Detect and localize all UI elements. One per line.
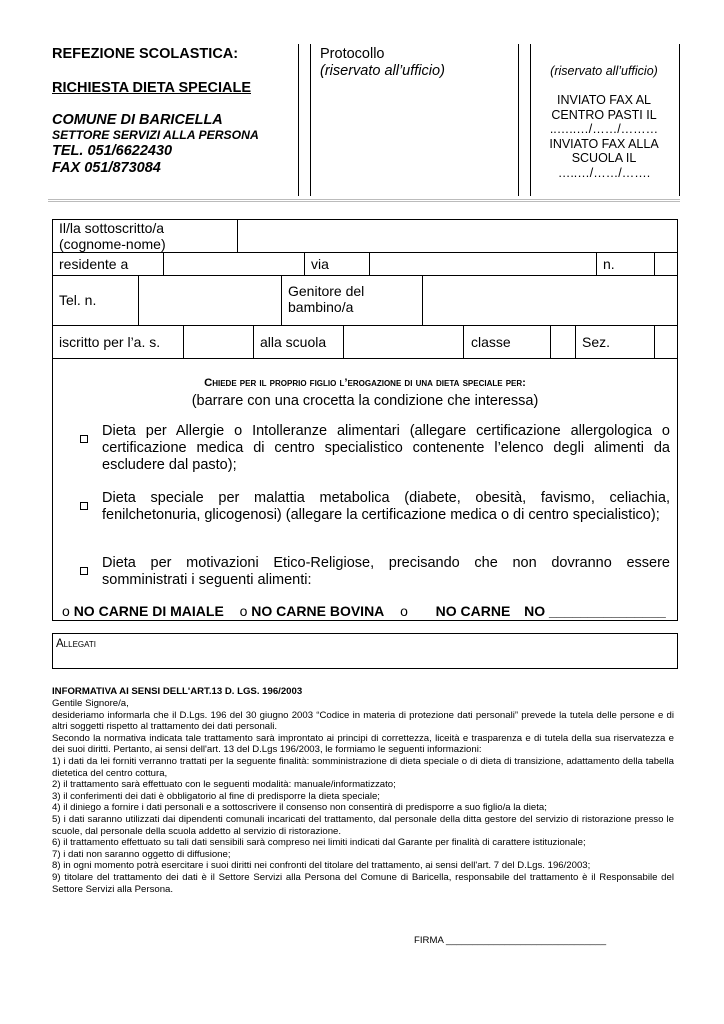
office-note: (riservato all’ufficio) <box>550 64 658 78</box>
classe-field[interactable] <box>551 326 574 358</box>
choice-carne: NO CARNE <box>435 603 511 619</box>
header-title: REFEZIONE SCOLASTICA: <box>52 46 239 62</box>
privacy-paragraph: 6) il trattamento effettuato su tali dati sensibili sarà compreso nei limiti indicati dal Garante per finalità di carattere istituzionale; <box>52 837 586 849</box>
privacy-paragraph: Gentile Signore/a, <box>52 698 129 709</box>
privacy-body <box>52 698 674 895</box>
request-title: Chiede per il proprio figlio l’erogazione di una dieta speciale per: <box>204 377 526 389</box>
sezione-label: Sez. <box>582 334 611 350</box>
genitore-field[interactable] <box>423 276 677 324</box>
header-fax: FAX 051/873084 <box>52 160 161 176</box>
choice-altro[interactable]: NO _______________ <box>524 603 666 619</box>
civico-field[interactable] <box>655 253 677 274</box>
office-line: ..…..…/……/……… <box>549 122 659 136</box>
office-line: INVIATO FAX AL <box>556 93 652 107</box>
protocollo-label: Protocollo <box>320 46 385 62</box>
choice-bovina: NO CARNE BOVINA <box>251 603 385 619</box>
privacy-paragraph: 4) il diniego a fornire i dati personali e a sottoscrivere il consenso non consentirà di predisporre a suo figlio/a la dieta; <box>52 802 547 814</box>
allegati-box[interactable] <box>52 633 678 669</box>
privacy-paragraph: 7) i dati non saranno oggetto di diffusione; <box>52 848 231 860</box>
privacy-paragraph: Secondo la normativa indicata tale trattamento sarà improntato ai principi di correttezza, liceità e trasparenza e di tutela della sua riservatezza e dei suoi diritti. Pertanto, ai sensi dell'art. 13 del D.Lgs 196/2003, le formiamo le seguenti informazioni: <box>52 732 674 756</box>
via-label: via <box>311 256 329 272</box>
residente-field[interactable] <box>164 253 303 274</box>
sottoscritto-label <box>59 220 166 252</box>
privacy-paragraph: desideriamo informarla che il D.Lgs. 196 del 30 giugno 2003 “Codice in materia di protezione dati personali” prevede la tutela delle persone e di altri soggetti rispetto al trattamento dei dati personali. <box>52 709 674 733</box>
option-etico-religiose: Dieta per motivazioni Etico-Religiose, precisando che non dovranno essere somministrati i seguenti alimenti: <box>102 555 670 588</box>
office-line: CENTRO PASTI IL <box>551 107 657 122</box>
genitore-label-l1: Genitore del <box>288 283 365 299</box>
privacy-paragraph: 1) i dati da lei forniti verranno trattati per la seguente finalità: somministrazione di dieta speciale o di dieta di transizione, adattamento della tabella dietetica del centro cottura, <box>52 755 674 779</box>
office-line: …..…/……/……. <box>557 165 651 180</box>
privacy-paragraph: 5) i dati saranno utilizzati dai dipendenti comunali incaricati del trattamento, dal personale della ditta gestore del servizio di ristorazione presso le scuole, dal personale della scuola addetto al servizio di ristorazione. <box>52 813 674 837</box>
header-subtitle: RICHIESTA DIETA SPECIALE <box>52 80 251 96</box>
civico-label: n. <box>603 256 615 272</box>
scuola-field[interactable] <box>344 326 462 358</box>
sottoscritto-field[interactable] <box>238 220 677 251</box>
office-line: SCUOLA IL <box>571 151 637 165</box>
header-settore: SETTORE SERVIZI ALLA PERSONA <box>52 128 259 142</box>
signature-field[interactable]: FIRMA ______________________________ <box>414 935 607 946</box>
privacy-paragraph: 9) titolare del trattamento dei dati è il Settore Servizi alla Persona del Comune di Baricella, responsabile del trattamento è il Responsabile del Settore Servizi alla Persona. <box>52 871 674 895</box>
choice-maiale: NO CARNE DI MAIALE <box>73 603 224 619</box>
choices-row <box>62 603 666 619</box>
scuola-label: alla scuola <box>260 334 327 350</box>
checkbox-allergie[interactable] <box>80 430 98 448</box>
anno-scolastico-field[interactable] <box>184 326 252 358</box>
classe-label: classe <box>471 334 511 350</box>
sottoscritto-label-l1: Il/la sottoscritto/a <box>59 220 165 236</box>
choice-bovina-checkbox[interactable]: o <box>239 603 248 619</box>
privacy-paragraph: 2) il trattamento sarà effettuato con le seguenti modalità: manuale/informatizzato; <box>52 779 396 791</box>
checkbox-etico-religiose[interactable] <box>80 562 98 580</box>
genitore-label <box>288 283 364 315</box>
privacy-paragraph: 3) il conferimenti dei dati è obbligatorio al fine di predisporre la dieta speciale; <box>52 790 380 802</box>
header-comune: COMUNE DI BARICELLA <box>52 112 223 128</box>
residente-label: residente a <box>59 256 129 272</box>
option-metabolica: Dieta speciale per malattia metabolica (diabete, obesità, favismo, celiachia, fenilchetonuria, glicogenosi) (allegare la certificazione medica o di centro specialistico); <box>102 490 670 523</box>
privacy-paragraph: 8) in ogni momento potrà esercitare i suoi diritti nei confronti del titolare del trattamento, ai sensi dell'art. 7 del D.Lgs. 196/2003; <box>52 860 591 872</box>
tel-field[interactable] <box>139 276 280 324</box>
header-tel: TEL. 051/6622430 <box>52 143 173 159</box>
choice-maiale-checkbox[interactable]: o <box>62 603 70 619</box>
tel-label: Tel. n. <box>59 292 97 308</box>
allegati-label: Allegati <box>56 638 96 650</box>
choice-carne-checkbox[interactable]: o <box>400 603 408 619</box>
request-subtitle: (barrare con una crocetta la condizione che interessa) <box>191 393 539 409</box>
privacy-title: INFORMATIVA AI SENSI DELL'ART.13 D. LGS. 196/2003 <box>52 686 303 697</box>
protocollo-note: (riservato all’ufficio) <box>320 63 445 79</box>
via-field[interactable] <box>370 253 595 274</box>
checkbox-metabolica[interactable] <box>80 497 98 515</box>
office-box <box>536 93 672 180</box>
office-line: INVIATO FAX ALLA <box>549 136 659 151</box>
sezione-field[interactable] <box>655 326 677 358</box>
option-allergie: Dieta per Allergie o Intolleranze alimentari (allegare certificazione allergologica o certificazione medica di centro specialistico contenente l’elenco degli alimenti da escludere dal pasto); <box>102 423 670 473</box>
genitore-label-l2: bambino/a <box>288 299 354 315</box>
anno-scolastico-label: iscritto per l’a. s. <box>59 334 161 350</box>
sottoscritto-label-l2: (cognome-nome) <box>59 236 166 252</box>
